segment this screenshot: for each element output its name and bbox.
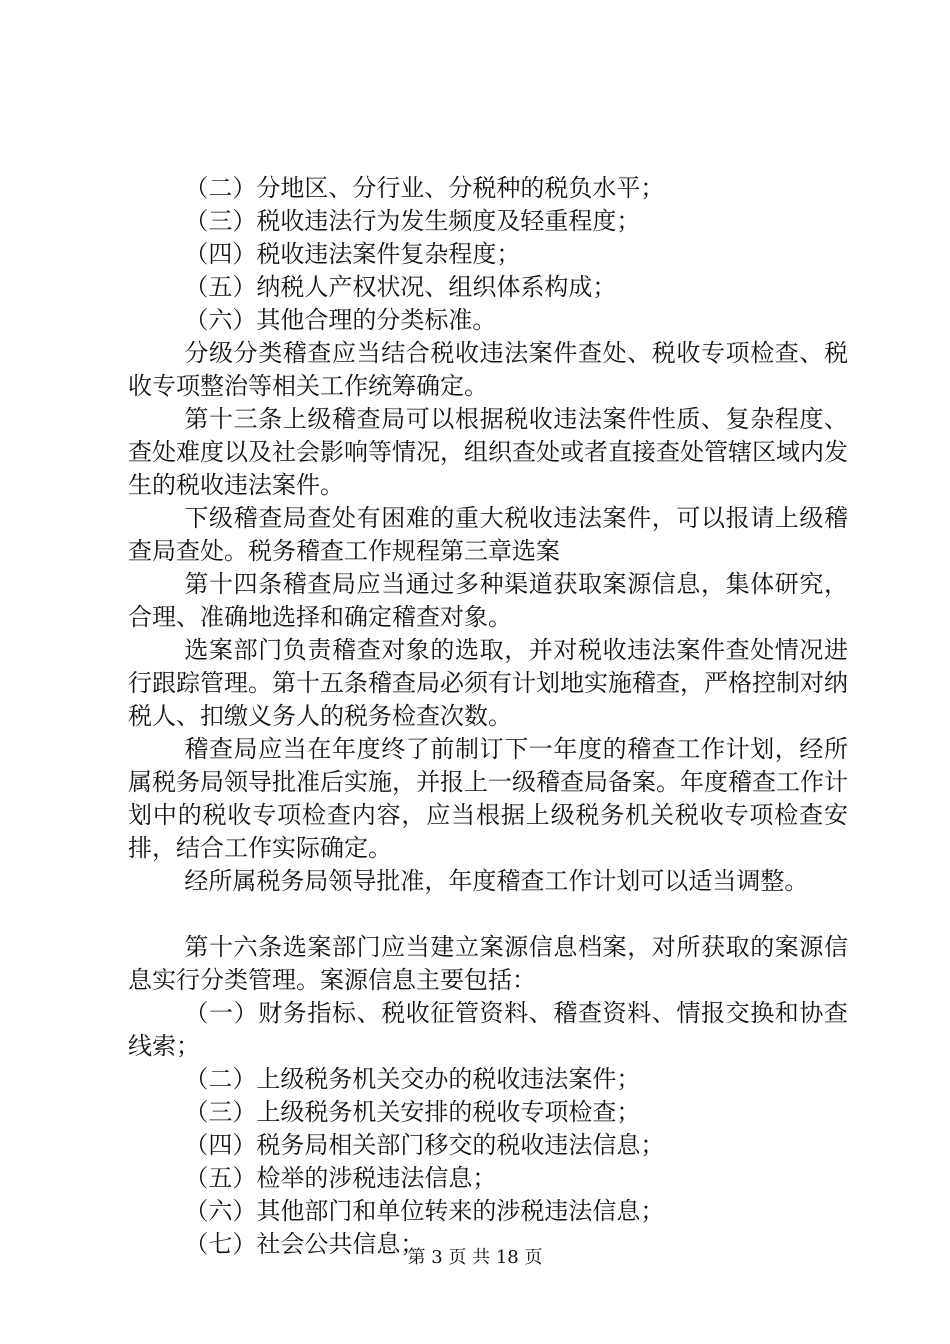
paragraph: （七）社会公共信息； (184, 1230, 425, 1258)
paragraph-gap (128, 898, 848, 931)
page-number-footer: 第 3 页 共 18 页 (407, 1247, 543, 1268)
paragraph: （一）财务指标、税收征管资料、稽查资料、情报交换和协查线索； (128, 999, 848, 1060)
paragraph: 第十六条选案部门应当建立案源信息档案，对所获取的案源信息实行分类管理。案源信息主要包括： (128, 933, 848, 994)
paragraph: （三）上级税务机关安排的税收专项检查； (184, 1098, 641, 1126)
paragraph: （六）其他部门和单位转来的涉税违法信息； (184, 1197, 665, 1225)
paragraph: 第十三条上级稽查局可以根据税收违法案件性质、复杂程度、查处难度以及社会影响等情况，组织查处或者直接查处管辖区域内发生的税收违法案件。 (128, 405, 848, 499)
paragraph: 经所属税务局领导批准，年度稽查工作计划可以适当调整。 (184, 867, 809, 895)
paragraph: （三）税收违法行为发生频度及轻重程度； (184, 207, 641, 235)
paragraph: （四）税收违法案件复杂程度； (184, 240, 521, 268)
paragraph: 分级分类稽查应当结合税收违法案件查处、税收专项检查、税收专项整治等相关工作统筹确定。 (128, 339, 848, 400)
paragraph: 选案部门负责稽查对象的选取，并对税收违法案件查处情况进行跟踪管理。第十五条稽查局必须有计划地实施稽查，严格控制对纳税人、扣缴义务人的税务检查次数。 (128, 636, 848, 730)
document-body (128, 172, 848, 1261)
paragraph: （五）纳税人产权状况、组织体系构成； (184, 273, 617, 301)
paragraph: （五）检举的涉税违法信息； (184, 1164, 497, 1192)
paragraph: 下级稽查局查处有困难的重大税收违法案件，可以报请上级稽查局查处。税务稽查工作规程第三章选案 (128, 504, 848, 565)
paragraph: （二）上级税务机关交办的税收违法案件； (184, 1065, 641, 1093)
paragraph: （二）分地区、分行业、分税种的税负水平； (184, 174, 665, 202)
paragraph: 第十四条稽查局应当通过多种渠道获取案源信息，集体研究，合理、准确地选择和确定稽查对象。 (128, 570, 848, 631)
paragraph: （四）税务局相关部门移交的税收违法信息； (184, 1131, 665, 1159)
paragraph: （六）其他合理的分类标准。 (184, 306, 497, 334)
paragraph: 稽查局应当在年度终了前制订下一年度的稽查工作计划，经所属税务局领导批准后实施，并报上一级稽查局备案。年度稽查工作计划中的税收专项检查内容，应当根据上级税务机关税收专项检查安排，结合工作实际确定。 (128, 735, 848, 862)
